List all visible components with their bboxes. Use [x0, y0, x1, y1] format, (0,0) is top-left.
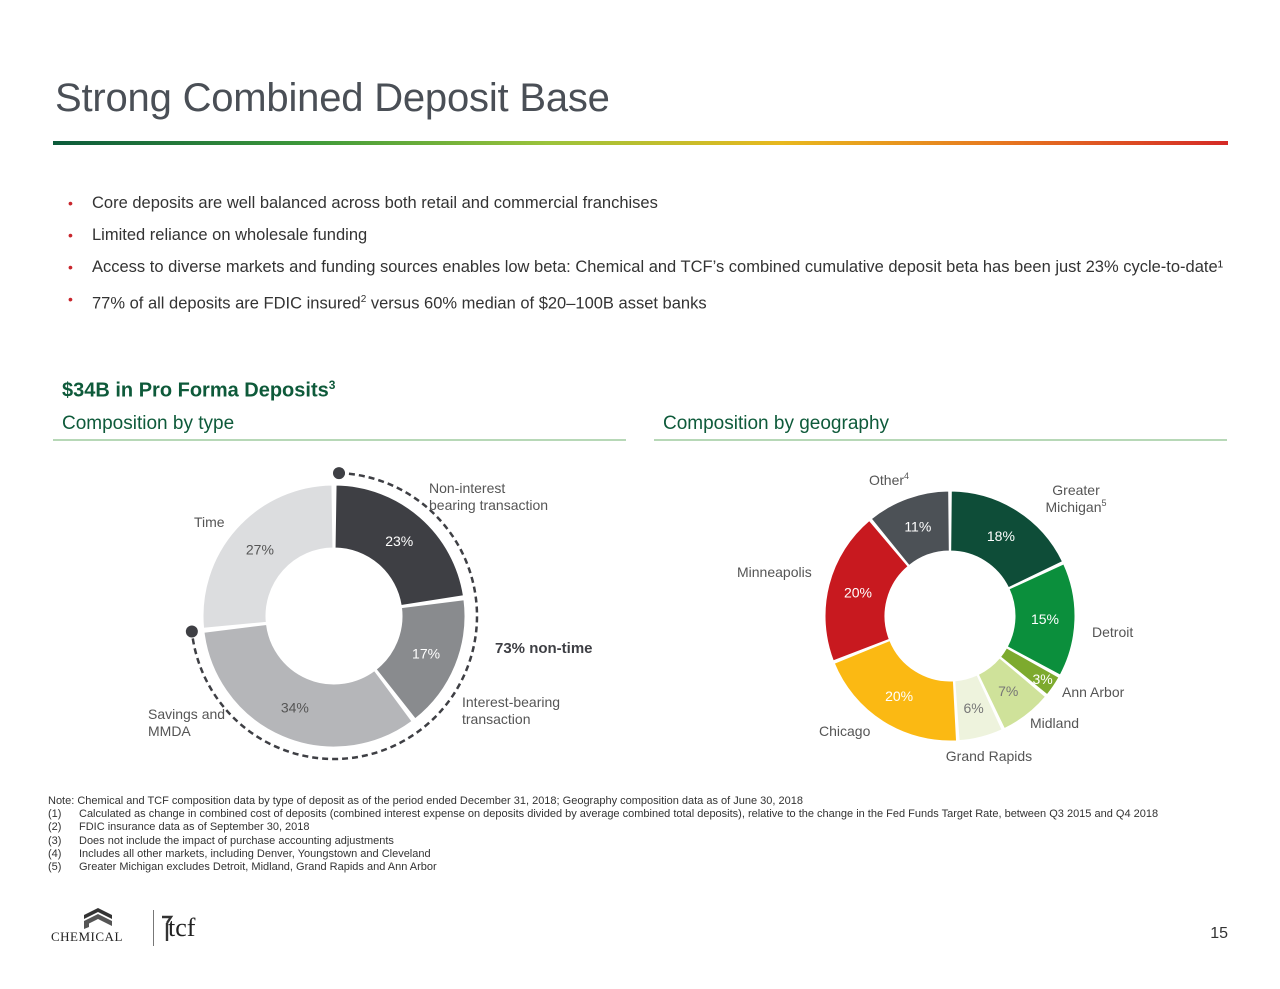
data-label: 3% [1032, 670, 1053, 687]
bullet-item: • Limited reliance on wholesale funding [68, 226, 368, 244]
data-label: 17% [412, 645, 441, 662]
data-label: 6% [963, 700, 984, 717]
category-label: Interest-bearing [462, 694, 561, 710]
footnote: (4) Includes all other markets, including Denver, Youngstown and Cleveland [48, 847, 431, 860]
category-label: Michigan$^5$ [1045, 498, 1107, 515]
data-label: 18% [986, 527, 1015, 544]
category-label: Midland [1030, 715, 1080, 731]
footnote: (2) FDIC insurance data as of September 30, 2018 [48, 821, 310, 834]
data-label: 15% [1030, 610, 1059, 627]
bullet-dot-icon: • [68, 227, 73, 243]
category-label: MMDA [148, 723, 191, 739]
page-title: Strong Combined Deposit Base [55, 76, 610, 120]
bullet-item: • Core deposits are well balanced across both retail and commercial franchises [68, 194, 658, 212]
bullet-item: • 77% of all deposits are FDIC insured$^2$ versus 60% median of $20–100B asset banks [68, 291, 707, 313]
category-label: Other$^4$ [869, 471, 910, 488]
data-label: 20% [843, 584, 873, 601]
donut-slice-savings-and-mmda [204, 624, 412, 747]
footnote: (1) Calculated as change in combined cost of deposits (combined interest expense on deposits divided by average combined total deposits), relative to the change in the Fed Funds Target Rate, between Q3 2015 and Q4 2018 [48, 808, 1159, 821]
non-time-annotation: 73% non-time [495, 640, 593, 657]
category-label: transaction [462, 711, 531, 727]
category-label: Grand Rapids [945, 748, 1033, 764]
category-label: Non-interest [429, 480, 506, 496]
data-label: 27% [245, 541, 274, 558]
category-label: Greater [1052, 482, 1100, 498]
type-chart-title: Composition by type [62, 413, 235, 434]
bullet-dot-icon: • [68, 259, 73, 275]
bracket-end-dot [333, 467, 345, 479]
category-label: bearing transaction [429, 497, 549, 513]
data-label: 20% [885, 688, 914, 705]
category-label: Detroit [1092, 624, 1134, 640]
footnotes [48, 795, 1228, 874]
data-label: 7% [998, 683, 1019, 700]
bullet-item: • Access to diverse markets and funding sources enables low beta: Chemical and TCF’s combined cumulative deposit beta has been just 23% cycle-to-date¹ [68, 258, 1224, 276]
footnote-lead: Note: Chemical and TCF composition data by type of deposit as of the period ended December 31, 2018; Geography composition data as of June 30, 2018 [48, 795, 803, 807]
data-label: 23% [385, 532, 414, 549]
category-label: Ann Arbor [1062, 684, 1125, 700]
bullet-dot-icon: • [68, 195, 73, 211]
footnote: (3) Does not include the impact of purchase accounting adjustments [48, 834, 394, 847]
data-label: 34% [280, 699, 309, 716]
footnote: (5) Greater Michigan excludes Detroit, Midland, Grand Rapids and Ann Arbor [48, 861, 437, 874]
category-label: Minneapolis [737, 564, 812, 580]
data-label: 11% [904, 518, 932, 535]
tcf-logo-text: tcf [168, 913, 196, 942]
bracket-end-dot [186, 626, 198, 638]
category-label: Time [194, 514, 225, 530]
category-label: Savings and [148, 706, 226, 722]
category-label: Chicago [819, 723, 871, 739]
page-number: 15 [1210, 925, 1228, 942]
logo-area [48, 905, 248, 950]
logo-divider [153, 910, 154, 946]
deposits-heading: $34B in Pro Forma Deposits$^3$ [62, 378, 336, 402]
bullet-dot-icon: • [68, 291, 73, 307]
chemical-logo-text: CHEMICAL [51, 929, 123, 944]
geo-chart-title: Composition by geography [663, 413, 890, 434]
